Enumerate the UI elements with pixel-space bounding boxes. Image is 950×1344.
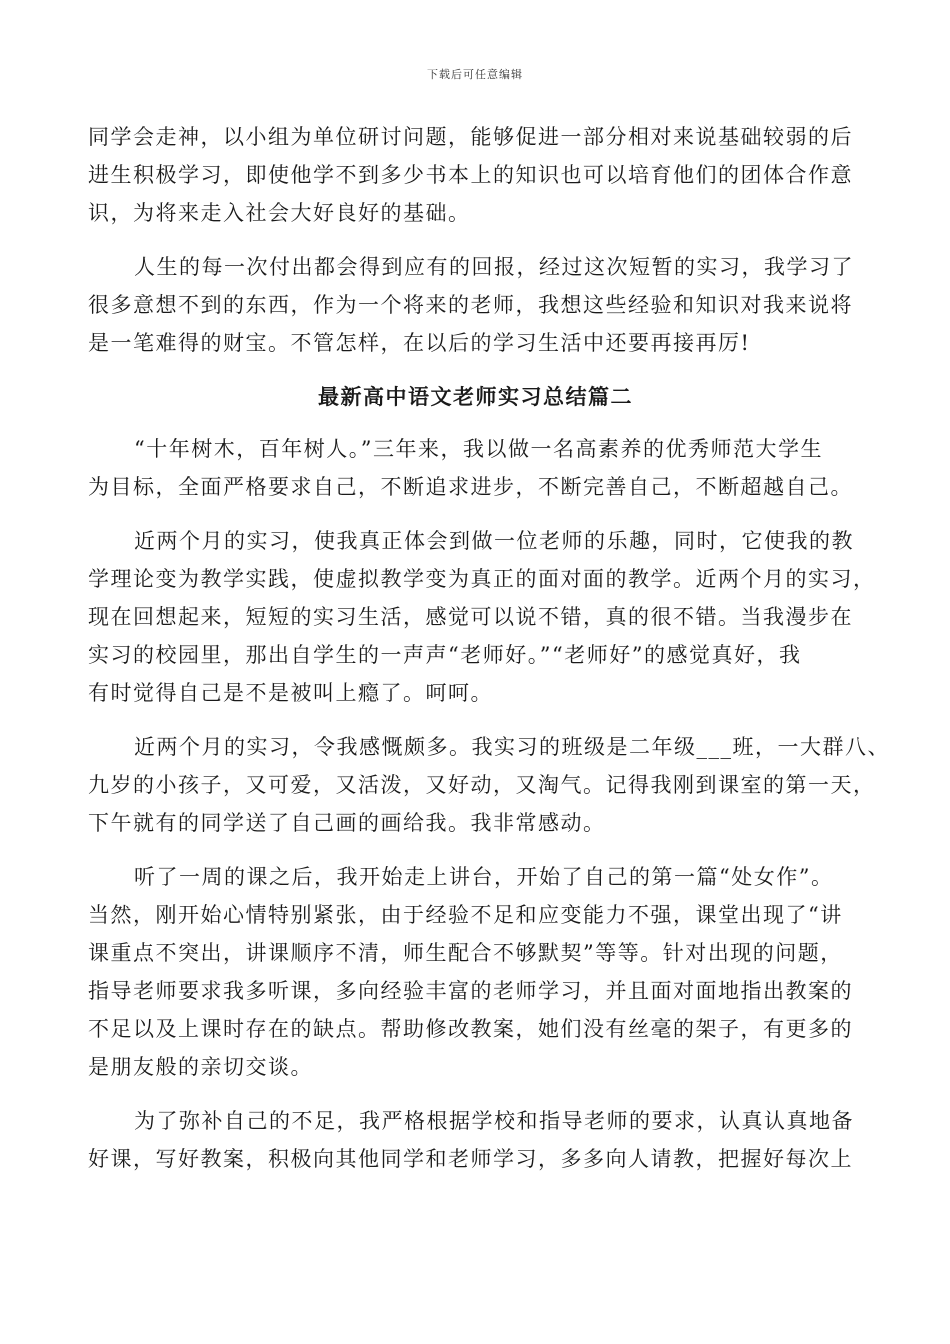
text-line: 识，为将来走入社会大好良好的基础。 xyxy=(88,201,471,225)
text-line: 为了弥补自己的不足，我严格根据学校和指导老师的要求，认真认真地备 xyxy=(134,1109,854,1133)
text-line: 人生的每一次付出都会得到应有的回报，经过这次短暂的实习，我学习了 xyxy=(134,255,854,279)
text-line: 实习的校园里，那出自学生的一声声“老师好。”“老师好”的感觉真好，我 xyxy=(88,643,802,667)
text-line: 很多意想不到的东西，作为一个将来的老师，我想这些经验和知识对我来说将 xyxy=(88,293,853,317)
paragraph xyxy=(88,858,863,1086)
text-line: 课重点不突出，讲课顺序不清，师生配合不够默契”等等。针对出现的问题， xyxy=(88,941,843,965)
text-line: 是一笔难得的财宝。不管怎样，在以后的学习生活中还要再接再厉! xyxy=(88,331,751,355)
paragraph xyxy=(88,1102,863,1178)
document-body xyxy=(88,118,890,1194)
text-line: 同学会走神，以小组为单位研讨问题，能够促进一部分相对来说基础较弱的后 xyxy=(88,125,853,149)
text-line: 下午就有的同学送了自己画的画给我。我非常感动。 xyxy=(88,811,606,835)
text-line: 指导老师要求我多听课，多向经验丰富的老师学习，并且面对面地指出教案的 xyxy=(88,979,853,1003)
text-line: 近两个月的实习，令我感慨颇多。我实习的班级是二年级___班，一大群八、 xyxy=(134,735,890,759)
paragraph xyxy=(88,118,863,232)
text-line: 是朋友般的亲切交谈。 xyxy=(88,1055,313,1079)
paragraph xyxy=(88,248,863,362)
text-line: 当然，刚开始心情特别紧张，由于经验不足和应变能力不强，课堂出现了“讲 xyxy=(88,903,843,927)
paragraph xyxy=(88,522,876,712)
text-line: 听了一周的课之后，我开始走上讲台，开始了自己的第一篇“处女作”。 xyxy=(134,865,834,889)
text-line: 近两个月的实习，使我真正体会到做一位老师的乐趣，同时，它使我的教 xyxy=(134,529,854,553)
text-line: 好课，写好教案，积极向其他同学和老师学习，多多向人请教，把握好每次上 xyxy=(88,1147,853,1171)
text-line: 为目标，全面严格要求自己，不断追求进步，不断完善自己，不断超越自己。 xyxy=(88,475,853,499)
section-title: 最新高中语文老师实习总结篇二 xyxy=(318,384,633,409)
text-line: 不足以及上课时存在的缺点。帮助修改教案，她们没有丝毫的架子，有更多的 xyxy=(88,1017,853,1041)
text-line: 有时觉得自己是不是被叫上瘾了。呵呵。 xyxy=(88,681,493,705)
paragraph xyxy=(88,430,863,506)
text-line: 学理论变为教学实践，使虚拟教学变为真正的面对面的教学。近两个月的实习， xyxy=(88,567,876,591)
text-line: 现在回想起来，短短的实习生活，感觉可以说不错，真的很不错。当我漫步在 xyxy=(88,605,853,629)
text-line: 九岁的小孩子，又可爱，又活泼，又好动，又淘气。记得我刚到课室的第一天， xyxy=(88,773,876,797)
text-line: 进生积极学习，即使他学不到多少书本上的知识也可以培育他们的团体合作意 xyxy=(88,163,853,187)
header-note: 下载后可任意编辑 xyxy=(427,68,523,81)
paragraph xyxy=(88,728,890,842)
text-line: “十年树木，百年树人。”三年来，我以做一名高素养的优秀师范大学生 xyxy=(134,437,823,461)
